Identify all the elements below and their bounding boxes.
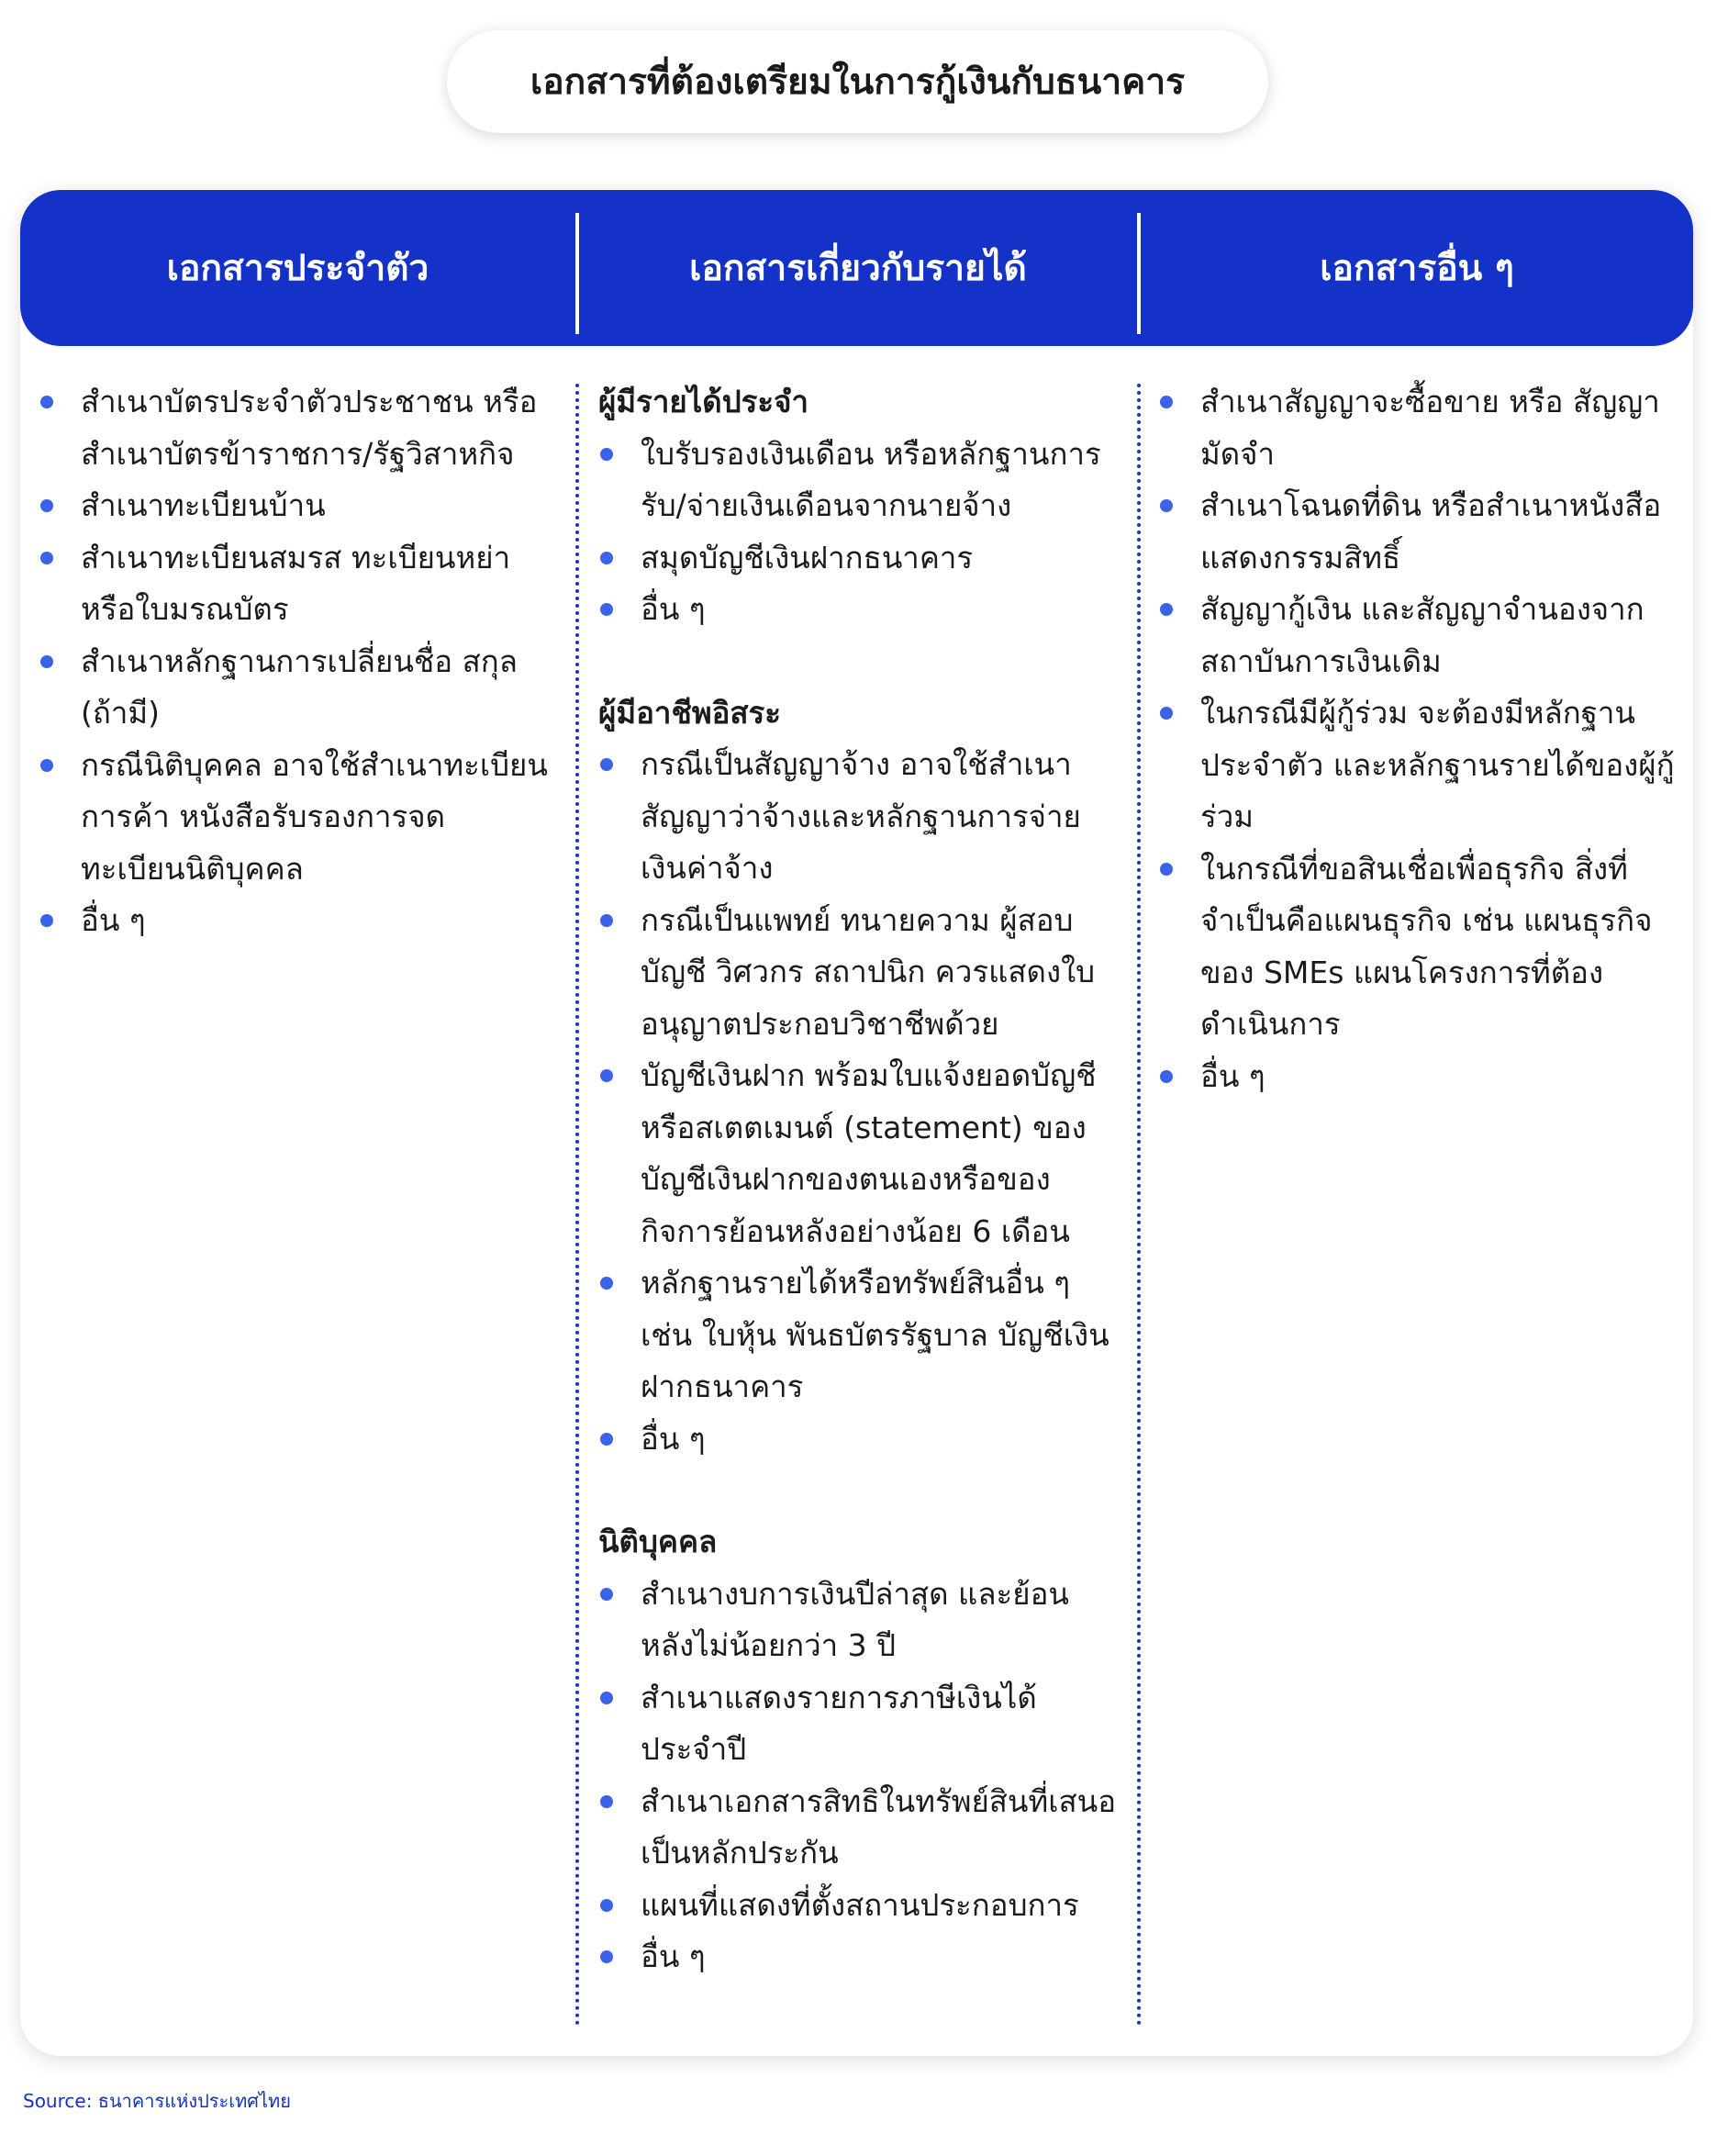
group-title-salaried: ผู้มีรายได้ประจำ: [598, 384, 808, 419]
list-item: กรณีเป็นแพทย์ ทนายความ ผู้สอบบัญชี วิศวกร สถาปนิก ควรแสดงใบอนุญาตประกอบวิชาชีพด้วย: [598, 895, 1119, 1051]
list-item: สมุดบัญชีเงินฝากธนาคาร: [598, 532, 1119, 585]
other-documents-list: [1158, 376, 1679, 1102]
list-item: อื่น ๆ: [598, 1931, 1119, 1983]
list-item: สำเนาบัตรประจำตัวประชาชน หรือ สำเนาบัตรข้าราชการ/รัฐวิสาหกิจ: [39, 376, 548, 480]
list-item: สำเนาแสดงรายการภาษีเงินได้ประจำปี: [598, 1672, 1119, 1776]
column-divider-dotted: [1137, 384, 1141, 2027]
column-header-income: เอกสารเกี่ยวกับรายได้: [689, 248, 1027, 289]
column-income-documents: [598, 376, 1119, 1983]
table-header: [20, 190, 1693, 346]
list-item: บัญชีเงินฝาก พร้อมใบแจ้งยอดบัญชี หรือสเตตเมนต์ (statement) ของบัญชีเงินฝากของตนเองหรือของกิจการย้อนหลังอย่างน้อย 6 เดือน: [598, 1050, 1119, 1257]
list-item: กรณีเป็นสัญญาจ้าง อาจใช้สำเนาสัญญาว่าจ้างและหลักฐานการจ่ายเงินค่าจ้าง: [598, 739, 1119, 895]
list-item: ในกรณีที่ขอสินเชื่อเพื่อธุรกิจ สิ่งที่จำเป็นคือแผนธุรกิจ เช่น แผนธุรกิจของ SMEs แผนโครงการที่ต้องดำเนินการ: [1158, 843, 1679, 1051]
group-title-juristic-person: นิติบุคคล: [598, 1524, 718, 1559]
group-title-self-employed: ผู้มีอาชีพอิสระ: [598, 694, 781, 731]
list-item: อื่น ๆ: [39, 895, 548, 947]
column-divider-dotted: [575, 384, 579, 2027]
list-item: สำเนาโฉนดที่ดิน หรือสำเนาหนังสือแสดงกรรมสิทธิ์: [1158, 480, 1679, 584]
list-item: สำเนาทะเบียนสมรส ทะเบียนหย่า หรือใบมรณบัตร: [39, 532, 548, 636]
list-item: กรณีนิติบุคคล อาจใช้สำเนาทะเบียนการค้า หนังสือรับรองการจดทะเบียนนิติบุคคล: [39, 740, 548, 896]
list-item: สำเนาทะเบียนบ้าน: [39, 480, 548, 532]
list-item: สำเนางบการเงินปีล่าสุด และย้อนหลังไม่น้อยกว่า 3 ปี: [598, 1569, 1119, 1672]
list-item: หลักฐานรายได้หรือทรัพย์สินอื่น ๆ เช่น ใบหุ้น พันธบัตรรัฐบาล บัญชีเงินฝากธนาคาร: [598, 1257, 1119, 1413]
column-header-personal: เอกสารประจำตัว: [166, 248, 429, 289]
personal-documents-list: [39, 376, 548, 947]
juristic-person-documents-list: [598, 1569, 1119, 1983]
list-item: อื่น ๆ: [598, 1413, 1119, 1466]
list-item: สำเนาเอกสารสิทธิในทรัพย์สินที่เสนอเป็นหลักประกัน: [598, 1776, 1119, 1880]
list-item: สำเนาสัญญาจะซื้อขาย หรือ สัญญามัดจำ: [1158, 376, 1679, 480]
list-item: สำเนาหลักฐานการเปลี่ยนชื่อ สกุล (ถ้ามี): [39, 636, 548, 740]
column-personal-documents: [39, 376, 548, 947]
list-item: สัญญากู้เงิน และสัญญาจำนองจากสถาบันการเงินเดิม: [1158, 584, 1679, 687]
self-employed-documents-list: [598, 739, 1119, 1465]
list-item: อื่น ๆ: [598, 584, 1119, 636]
list-item: ใบรับรองเงินเดือน หรือหลักฐานการรับ/จ่ายเงินเดือนจากนายจ้าง: [598, 429, 1119, 532]
list-item: แผนที่แสดงที่ตั้งสถานประกอบการ: [598, 1880, 1119, 1932]
salaried-documents-list: [598, 429, 1119, 636]
column-header-other: เอกสารอื่น ๆ: [1320, 248, 1514, 289]
column-other-documents: [1158, 376, 1679, 1102]
list-item: อื่น ๆ: [1158, 1051, 1679, 1103]
source-note: Source: ธนาคารแห่งประเทศไทย: [23, 2090, 291, 2112]
list-item: ในกรณีมีผู้กู้ร่วม จะต้องมีหลักฐานประจำตัว และหลักฐานรายได้ของผู้กู้ร่วม: [1158, 687, 1679, 843]
page-title: เอกสารที่ต้องเตรียมในการกู้เงินกับธนาคาร: [447, 30, 1268, 133]
